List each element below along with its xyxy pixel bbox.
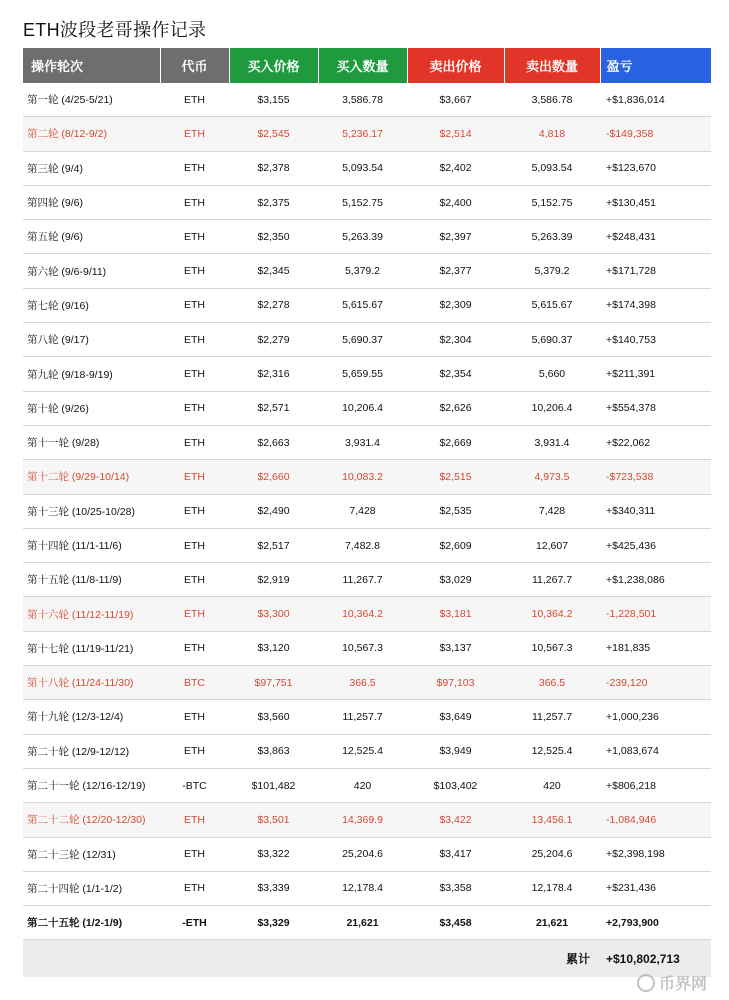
cell-sell-price: $97,103 [407, 666, 504, 700]
cell-sell-qty: 4,973.5 [504, 460, 600, 494]
cell-round: 第二十二轮 (12/20-12/30) [23, 803, 160, 837]
header-buy-qty: 买入数量 [318, 48, 407, 83]
cell-sell-price: $2,309 [407, 288, 504, 322]
cell-buy-price: $2,375 [229, 185, 318, 219]
cell-buy-qty: 5,615.67 [318, 288, 407, 322]
cell-buy-qty: 12,525.4 [318, 734, 407, 768]
cell-pnl: +$211,391 [600, 357, 711, 391]
cell-coin: -BTC [160, 768, 229, 802]
table-row [23, 597, 711, 631]
cell-pnl: +$1,238,086 [600, 563, 711, 597]
cell-pnl: +2,793,900 [600, 906, 711, 940]
cell-pnl: +$340,311 [600, 494, 711, 528]
cell-sell-price: $2,377 [407, 254, 504, 288]
table-row [23, 357, 711, 391]
cell-sell-qty: 11,267.7 [504, 563, 600, 597]
table-row [23, 117, 711, 151]
cell-buy-price: $2,345 [229, 254, 318, 288]
cell-sell-price: $3,649 [407, 700, 504, 734]
cell-buy-price: $97,751 [229, 666, 318, 700]
cell-coin: ETH [160, 494, 229, 528]
cell-sell-price: $3,417 [407, 837, 504, 871]
cell-sell-qty: 10,206.4 [504, 391, 600, 425]
cell-sell-price: $2,515 [407, 460, 504, 494]
cell-sell-price: $3,137 [407, 631, 504, 665]
cell-sell-price: $3,358 [407, 871, 504, 905]
cell-buy-qty: 12,178.4 [318, 871, 407, 905]
cell-buy-qty: 420 [318, 768, 407, 802]
cell-buy-price: $2,490 [229, 494, 318, 528]
cell-sell-qty: 366.5 [504, 666, 600, 700]
cell-buy-price: $3,863 [229, 734, 318, 768]
trade-records-table [23, 48, 711, 977]
cell-pnl: +$123,670 [600, 151, 711, 185]
cell-buy-qty: 5,379.2 [318, 254, 407, 288]
cell-pnl: +$1,836,014 [600, 83, 711, 117]
header-pnl: 盈亏 [600, 48, 711, 83]
table-row [23, 254, 711, 288]
cell-sell-price: $2,669 [407, 425, 504, 459]
cell-buy-qty: 21,621 [318, 906, 407, 940]
cell-sell-price: $3,949 [407, 734, 504, 768]
cell-pnl: +$130,451 [600, 185, 711, 219]
table-row [23, 425, 711, 459]
cell-buy-qty: 5,659.55 [318, 357, 407, 391]
total-value: +$10,802,713 [600, 940, 711, 978]
cell-coin: ETH [160, 357, 229, 391]
cell-buy-price: $3,120 [229, 631, 318, 665]
cell-round: 第十三轮 (10/25-10/28) [23, 494, 160, 528]
cell-pnl: -$149,358 [600, 117, 711, 151]
table-row [23, 83, 711, 117]
cell-buy-qty: 5,236.17 [318, 117, 407, 151]
cell-pnl: -239,120 [600, 666, 711, 700]
cell-pnl: -1,228,501 [600, 597, 711, 631]
cell-pnl: +$2,398,198 [600, 837, 711, 871]
cell-pnl: +1,083,674 [600, 734, 711, 768]
cell-round: 第五轮 (9/6) [23, 220, 160, 254]
cell-round: 第十二轮 (9/29-10/14) [23, 460, 160, 494]
cell-coin: ETH [160, 323, 229, 357]
cell-buy-price: $2,350 [229, 220, 318, 254]
cell-buy-qty: 25,204.6 [318, 837, 407, 871]
cell-coin: ETH [160, 117, 229, 151]
cell-sell-qty: 10,364.2 [504, 597, 600, 631]
table-row [23, 494, 711, 528]
cell-buy-price: $2,660 [229, 460, 318, 494]
cell-buy-qty: 7,482.8 [318, 528, 407, 562]
cell-coin: ETH [160, 837, 229, 871]
cell-sell-qty: 4,818 [504, 117, 600, 151]
cell-round: 第二十四轮 (1/1-1/2) [23, 871, 160, 905]
cell-sell-qty: 7,428 [504, 494, 600, 528]
cell-sell-qty: 12,607 [504, 528, 600, 562]
table-row [23, 151, 711, 185]
cell-sell-price: $2,402 [407, 151, 504, 185]
header-coin: 代币 [160, 48, 229, 83]
cell-round: 第十八轮 (11/24-11/30) [23, 666, 160, 700]
cell-buy-price: $3,155 [229, 83, 318, 117]
cell-round: 第七轮 (9/16) [23, 288, 160, 322]
cell-round: 第十六轮 (11/12-11/19) [23, 597, 160, 631]
cell-round: 第十四轮 (11/1-11/6) [23, 528, 160, 562]
watermark [637, 971, 707, 994]
cell-buy-qty: 5,152.75 [318, 185, 407, 219]
cell-round: 第四轮 (9/6) [23, 185, 160, 219]
cell-buy-qty: 5,263.39 [318, 220, 407, 254]
cell-sell-price: $3,458 [407, 906, 504, 940]
cell-buy-price: $2,278 [229, 288, 318, 322]
table-row [23, 803, 711, 837]
page-title: ETH波段老哥操作记录 [23, 20, 207, 40]
cell-pnl: +$22,062 [600, 425, 711, 459]
cell-pnl: +$806,218 [600, 768, 711, 802]
cell-sell-qty: 5,615.67 [504, 288, 600, 322]
cell-buy-price: $2,545 [229, 117, 318, 151]
cell-round: 第一轮 (4/25-5/21) [23, 83, 160, 117]
table-row [23, 528, 711, 562]
table-row [23, 631, 711, 665]
cell-buy-price: $3,300 [229, 597, 318, 631]
cell-coin: -ETH [160, 906, 229, 940]
cell-round: 第二十轮 (12/9-12/12) [23, 734, 160, 768]
cell-pnl: -$723,538 [600, 460, 711, 494]
table-row [23, 220, 711, 254]
cell-coin: BTC [160, 666, 229, 700]
cell-buy-qty: 7,428 [318, 494, 407, 528]
cell-sell-price: $2,514 [407, 117, 504, 151]
cell-sell-price: $2,626 [407, 391, 504, 425]
cell-buy-price: $2,517 [229, 528, 318, 562]
cell-coin: ETH [160, 803, 229, 837]
cell-sell-qty: 5,690.37 [504, 323, 600, 357]
table-row [23, 837, 711, 871]
cell-buy-qty: 10,206.4 [318, 391, 407, 425]
cell-sell-qty: 12,525.4 [504, 734, 600, 768]
cell-sell-qty: 3,931.4 [504, 425, 600, 459]
cell-round: 第九轮 (9/18-9/19) [23, 357, 160, 391]
cell-buy-price: $2,571 [229, 391, 318, 425]
cell-sell-price: $2,397 [407, 220, 504, 254]
cell-sell-price: $2,304 [407, 323, 504, 357]
cell-coin: ETH [160, 254, 229, 288]
table-row [23, 734, 711, 768]
cell-coin: ETH [160, 871, 229, 905]
cell-buy-price: $3,322 [229, 837, 318, 871]
cell-pnl: +$248,431 [600, 220, 711, 254]
total-label: 累计 [23, 940, 600, 978]
table-row [23, 563, 711, 597]
cell-sell-qty: 420 [504, 768, 600, 802]
cell-pnl: +$171,728 [600, 254, 711, 288]
cell-coin: ETH [160, 734, 229, 768]
cell-coin: ETH [160, 220, 229, 254]
cell-pnl: +$554,378 [600, 391, 711, 425]
cell-pnl: +$231,436 [600, 871, 711, 905]
watermark-logo-icon [637, 974, 655, 992]
cell-buy-qty: 11,267.7 [318, 563, 407, 597]
table-row [23, 288, 711, 322]
cell-buy-qty: 11,257.7 [318, 700, 407, 734]
cell-round: 第二轮 (8/12-9/2) [23, 117, 160, 151]
cell-round: 第十七轮 (11/19-11/21) [23, 631, 160, 665]
total-row [23, 940, 711, 978]
cell-sell-qty: 10,567.3 [504, 631, 600, 665]
cell-buy-price: $2,919 [229, 563, 318, 597]
cell-coin: ETH [160, 391, 229, 425]
cell-sell-qty: 13,456.1 [504, 803, 600, 837]
cell-pnl: -1,084,946 [600, 803, 711, 837]
cell-pnl: +$174,398 [600, 288, 711, 322]
cell-coin: ETH [160, 83, 229, 117]
cell-round: 第二十五轮 (1/2-1/9) [23, 906, 160, 940]
table-row [23, 460, 711, 494]
cell-sell-price: $3,029 [407, 563, 504, 597]
cell-coin: ETH [160, 631, 229, 665]
cell-sell-qty: 5,263.39 [504, 220, 600, 254]
cell-pnl: +181,835 [600, 631, 711, 665]
cell-round: 第二十三轮 (12/31) [23, 837, 160, 871]
cell-buy-qty: 10,567.3 [318, 631, 407, 665]
cell-sell-qty: 21,621 [504, 906, 600, 940]
table-row [23, 185, 711, 219]
cell-pnl: +$140,753 [600, 323, 711, 357]
cell-buy-price: $3,339 [229, 871, 318, 905]
cell-sell-qty: 5,660 [504, 357, 600, 391]
cell-buy-price: $3,560 [229, 700, 318, 734]
table-row [23, 323, 711, 357]
cell-buy-qty: 10,083.2 [318, 460, 407, 494]
cell-buy-qty: 5,093.54 [318, 151, 407, 185]
cell-sell-qty: 5,152.75 [504, 185, 600, 219]
cell-sell-qty: 5,379.2 [504, 254, 600, 288]
cell-buy-price: $3,501 [229, 803, 318, 837]
header-sell-qty: 卖出数量 [504, 48, 600, 83]
cell-sell-price: $2,535 [407, 494, 504, 528]
cell-sell-price: $3,181 [407, 597, 504, 631]
cell-sell-price: $103,402 [407, 768, 504, 802]
table-header-row [23, 48, 711, 83]
cell-pnl: +1,000,236 [600, 700, 711, 734]
table-row [23, 666, 711, 700]
cell-buy-qty: 10,364.2 [318, 597, 407, 631]
cell-round: 第六轮 (9/6-9/11) [23, 254, 160, 288]
cell-sell-price: $3,667 [407, 83, 504, 117]
cell-buy-qty: 366.5 [318, 666, 407, 700]
cell-sell-price: $3,422 [407, 803, 504, 837]
cell-coin: ETH [160, 425, 229, 459]
cell-sell-qty: 12,178.4 [504, 871, 600, 905]
cell-coin: ETH [160, 460, 229, 494]
cell-buy-qty: 3,931.4 [318, 425, 407, 459]
cell-buy-price: $2,316 [229, 357, 318, 391]
cell-buy-price: $3,329 [229, 906, 318, 940]
cell-round: 第十五轮 (11/8-11/9) [23, 563, 160, 597]
cell-buy-qty: 5,690.37 [318, 323, 407, 357]
cell-buy-price: $2,279 [229, 323, 318, 357]
cell-buy-price: $2,663 [229, 425, 318, 459]
cell-round: 第十一轮 (9/28) [23, 425, 160, 459]
table-row [23, 700, 711, 734]
table-row [23, 906, 711, 940]
cell-buy-qty: 3,586.78 [318, 83, 407, 117]
cell-buy-qty: 14,369.9 [318, 803, 407, 837]
cell-coin: ETH [160, 597, 229, 631]
table-row [23, 391, 711, 425]
header-sell-price: 卖出价格 [407, 48, 504, 83]
cell-coin: ETH [160, 700, 229, 734]
cell-sell-qty: 11,257.7 [504, 700, 600, 734]
cell-round: 第二十一轮 (12/16-12/19) [23, 768, 160, 802]
cell-coin: ETH [160, 288, 229, 322]
table-row [23, 871, 711, 905]
cell-buy-price: $101,482 [229, 768, 318, 802]
cell-sell-qty: 5,093.54 [504, 151, 600, 185]
cell-buy-price: $2,378 [229, 151, 318, 185]
cell-coin: ETH [160, 185, 229, 219]
cell-sell-price: $2,400 [407, 185, 504, 219]
header-round: 操作轮次 [23, 48, 160, 83]
cell-round: 第十九轮 (12/3-12/4) [23, 700, 160, 734]
cell-sell-qty: 3,586.78 [504, 83, 600, 117]
cell-sell-price: $2,354 [407, 357, 504, 391]
cell-round: 第三轮 (9/4) [23, 151, 160, 185]
watermark-text: 币界网 [658, 976, 707, 993]
cell-pnl: +$425,436 [600, 528, 711, 562]
cell-coin: ETH [160, 528, 229, 562]
table-row [23, 768, 711, 802]
header-buy-price: 买入价格 [229, 48, 318, 83]
cell-coin: ETH [160, 563, 229, 597]
cell-round: 第八轮 (9/17) [23, 323, 160, 357]
cell-coin: ETH [160, 151, 229, 185]
cell-round: 第十轮 (9/26) [23, 391, 160, 425]
cell-sell-price: $2,609 [407, 528, 504, 562]
cell-sell-qty: 25,204.6 [504, 837, 600, 871]
